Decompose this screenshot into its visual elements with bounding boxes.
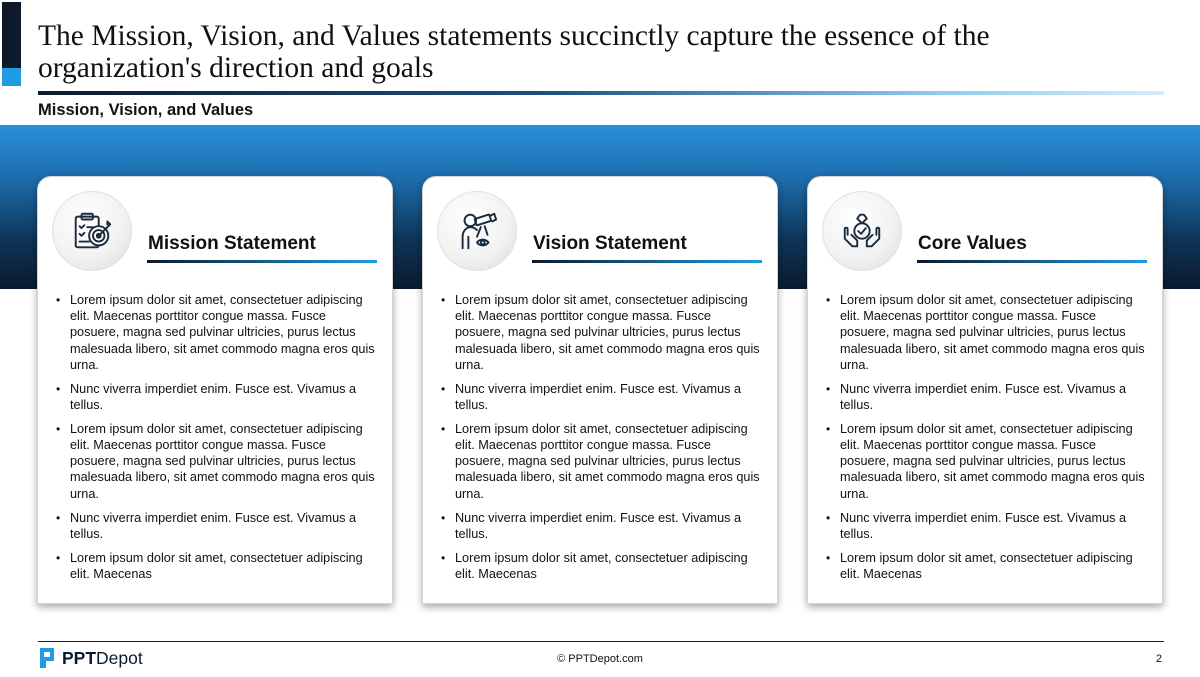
bullet-list: [441, 292, 763, 590]
logo-text: PPTDepot: [62, 647, 143, 668]
title-divider: [38, 91, 1164, 95]
list-item: • Lorem ipsum dolor sit amet, consectetuer adipiscing elit. Maecenas porttitor congue massa. Fusce posuere, magna sed pulvinar ultricies, purus lectus malesuada libero, sit amet commodo magna eros quis urna.: [826, 421, 1148, 502]
copyright-text: © PPTDepot.com: [557, 653, 643, 665]
card-heading: Mission Statement: [148, 233, 316, 254]
list-item: • Lorem ipsum dolor sit amet, consectetuer adipiscing elit. Maecenas: [441, 550, 763, 582]
list-item: • Nunc viverra imperdiet enim. Fusce est. Vivamus a tellus.: [56, 510, 378, 542]
list-item: • Nunc viverra imperdiet enim. Fusce est. Vivamus a tellus.: [826, 510, 1148, 542]
card-mission-statement: [37, 176, 393, 604]
page-number: 2: [1155, 653, 1162, 665]
list-item: • Lorem ipsum dolor sit amet, consectetuer adipiscing elit. Maecenas: [56, 550, 378, 582]
heading-underline: [532, 260, 762, 263]
accent-bar-dark: [2, 2, 21, 68]
card-heading: Core Values: [918, 233, 1027, 254]
accent-bar-blue: [2, 68, 21, 86]
list-item: • Lorem ipsum dolor sit amet, consectetuer adipiscing elit. Maecenas porttitor congue massa. Fusce posuere, magna sed pulvinar ultricies, purus lectus malesuada libero, sit amet commodo magna eros quis urna.: [56, 421, 378, 502]
list-item: • Nunc viverra imperdiet enim. Fusce est. Vivamus a tellus.: [56, 381, 378, 413]
bullet-list: [826, 292, 1148, 590]
list-item: • Nunc viverra imperdiet enim. Fusce est. Vivamus a tellus.: [441, 381, 763, 413]
card-vision-statement: [422, 176, 778, 604]
section-subtitle: Mission, Vision, and Values: [38, 101, 254, 119]
list-item: • Nunc viverra imperdiet enim. Fusce est. Vivamus a tellus.: [441, 510, 763, 542]
list-item: • Lorem ipsum dolor sit amet, consectetuer adipiscing elit. Maecenas porttitor congue massa. Fusce posuere, magna sed pulvinar ultricies, purus lectus malesuada libero, sit amet commodo magna eros quis urna.: [826, 292, 1148, 373]
list-item: • Lorem ipsum dolor sit amet, consectetuer adipiscing elit. Maecenas porttitor congue massa. Fusce posuere, magna sed pulvinar ultricies, purus lectus malesuada libero, sit amet commodo magna eros quis urna.: [441, 421, 763, 502]
hands-values-icon: [822, 191, 902, 271]
heading-underline: [147, 260, 377, 263]
telescope-eye-icon: [437, 191, 517, 271]
page-title: The Mission, Vision, and Values statements succinctly capture the essence of the organization's direction and goals: [38, 20, 990, 84]
card-heading: Vision Statement: [533, 233, 687, 254]
list-item: • Lorem ipsum dolor sit amet, consectetuer adipiscing elit. Maecenas porttitor congue massa. Fusce posuere, magna sed pulvinar ultricies, purus lectus malesuada libero, sit amet commodo magna eros quis urna.: [56, 292, 378, 373]
card-core-values: [807, 176, 1163, 604]
list-item: • Lorem ipsum dolor sit amet, consectetuer adipiscing elit. Maecenas: [826, 550, 1148, 582]
heading-underline: [917, 260, 1147, 263]
list-item: • Lorem ipsum dolor sit amet, consectetuer adipiscing elit. Maecenas porttitor congue massa. Fusce posuere, magna sed pulvinar ultricies, purus lectus malesuada libero, sit amet commodo magna eros quis urna.: [441, 292, 763, 373]
bullet-list: [56, 292, 378, 590]
list-item: • Nunc viverra imperdiet enim. Fusce est. Vivamus a tellus.: [826, 381, 1148, 413]
clipboard-target-icon: [52, 191, 132, 271]
footer-divider: [38, 641, 1164, 642]
